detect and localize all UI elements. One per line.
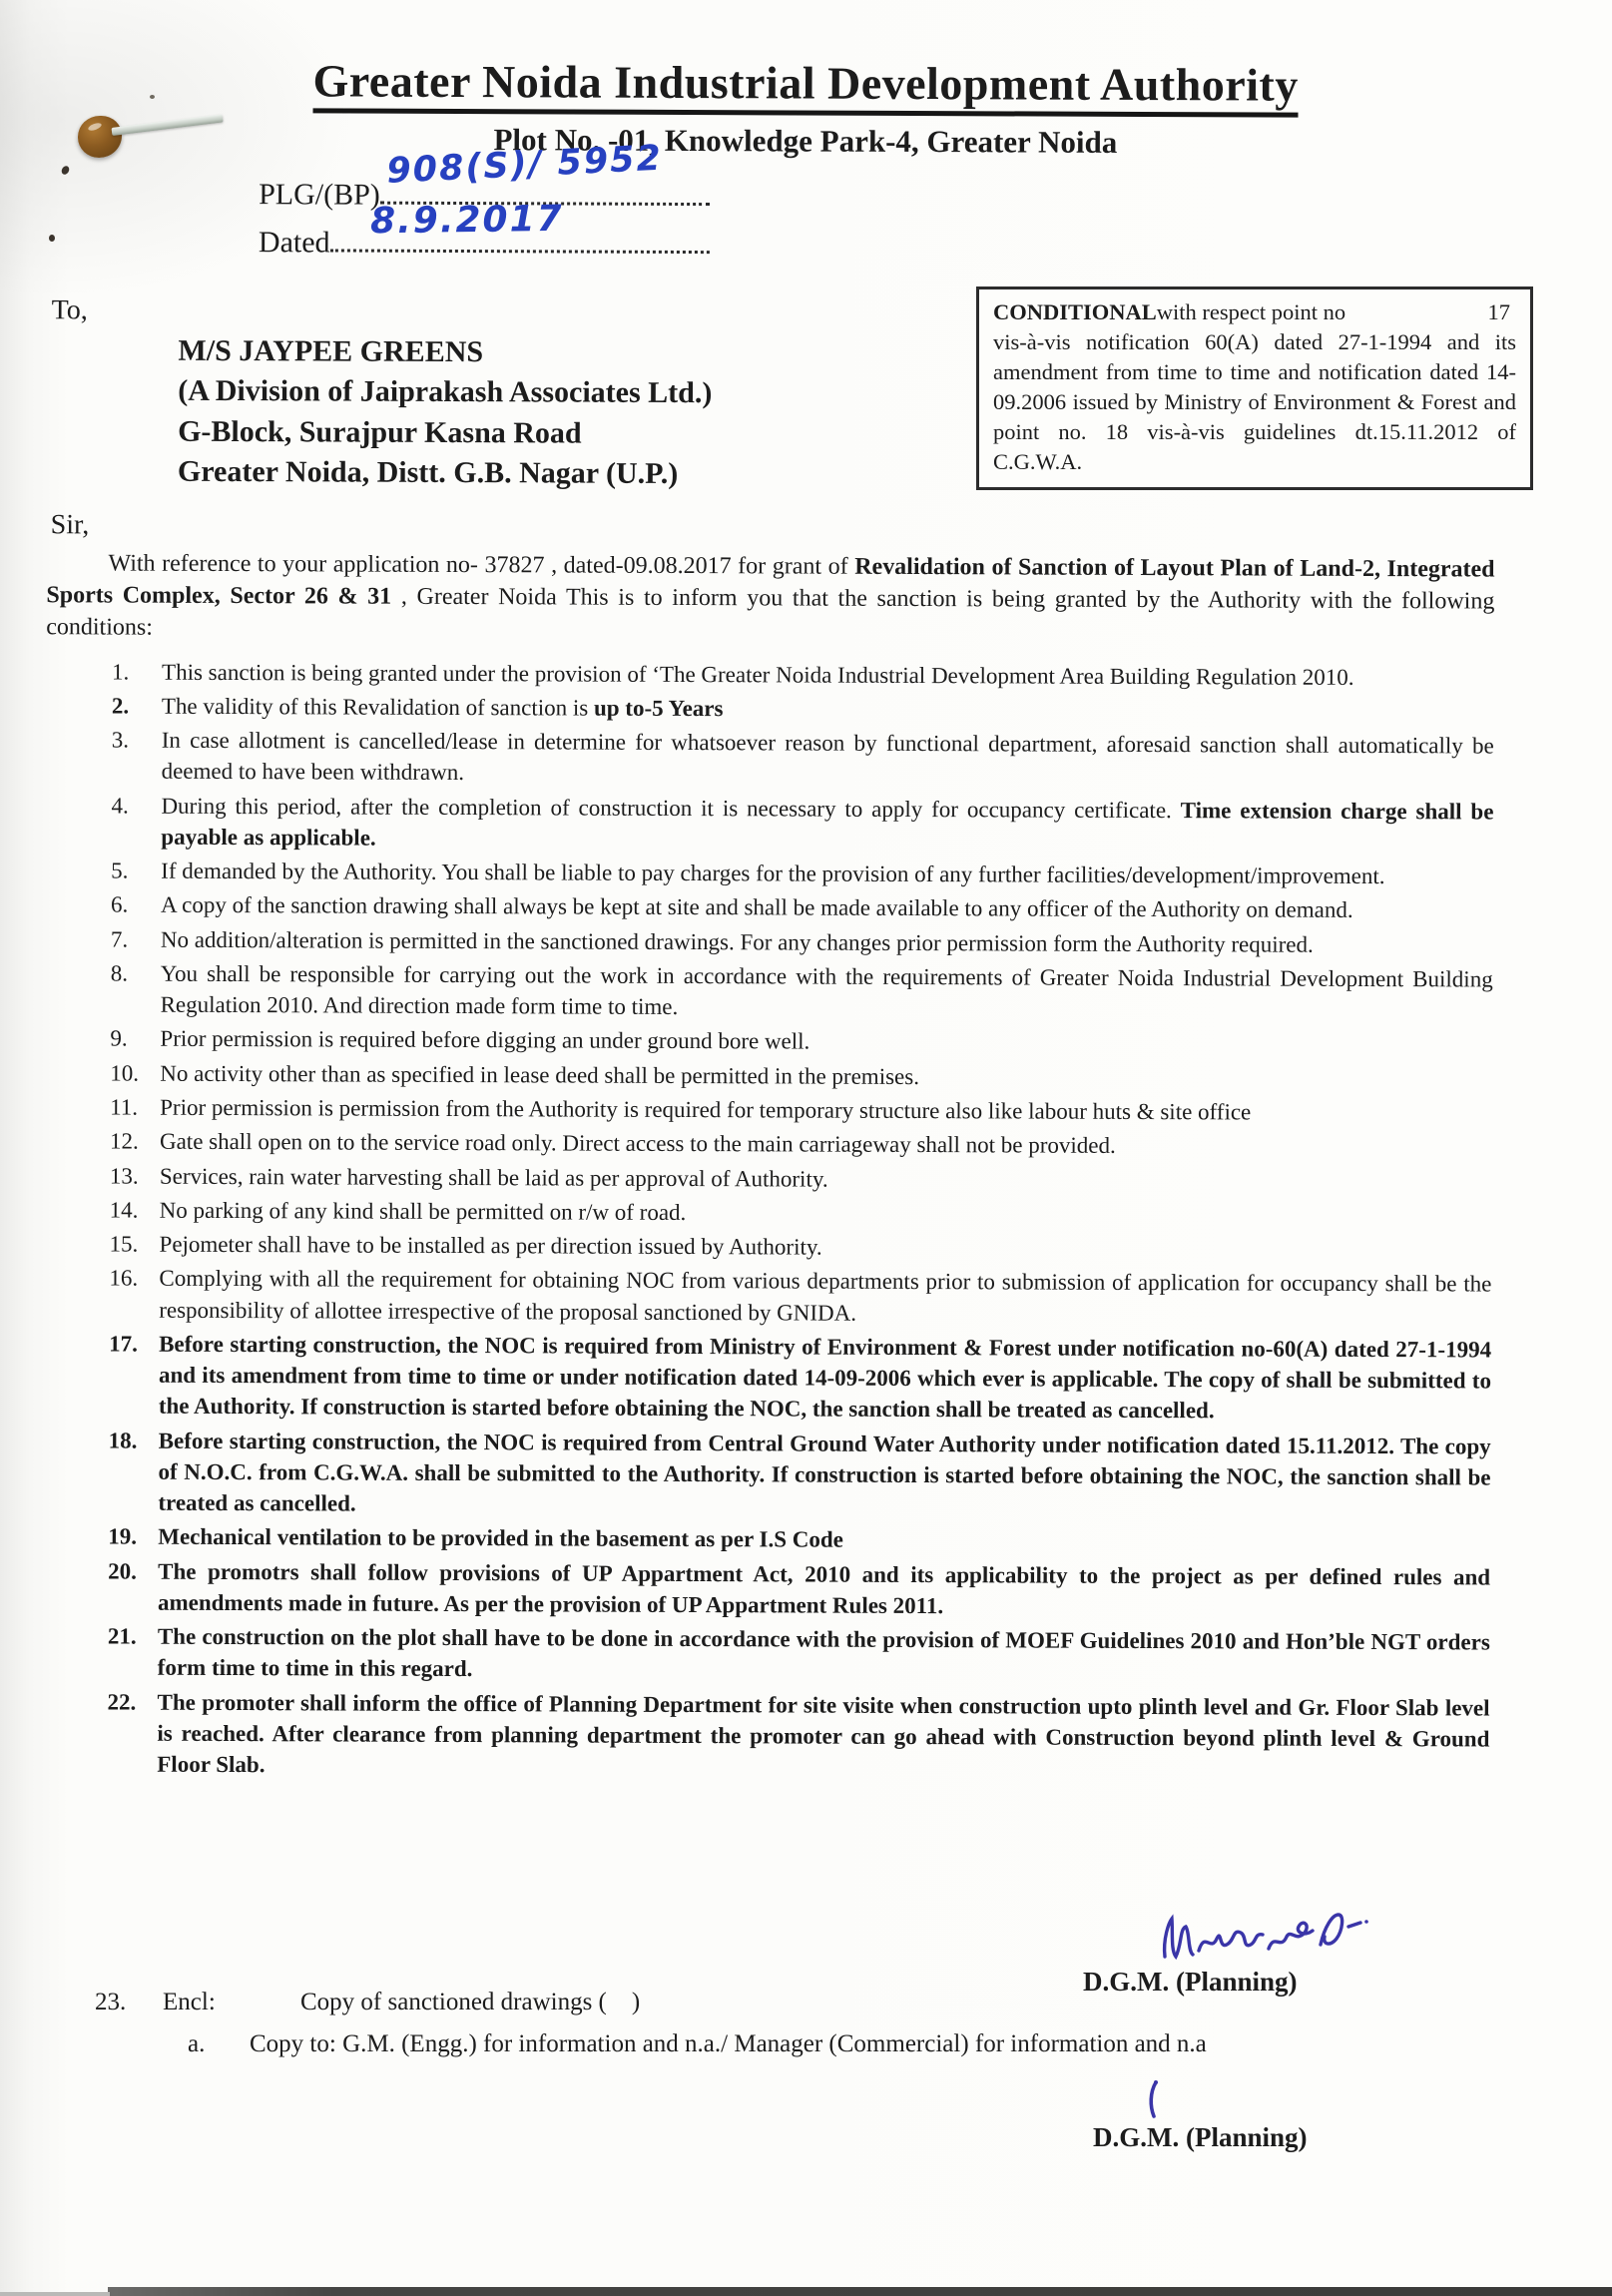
letterhead [114, 57, 1496, 163]
condition-item [109, 1263, 1491, 1332]
condition-text [158, 1521, 1490, 1558]
enclosure-number: 23. [95, 1989, 127, 2015]
condition-item [111, 889, 1493, 926]
to-label: To, [51, 294, 88, 326]
signature-block-2 [1093, 2078, 1308, 2153]
condition-number: 17. [109, 1331, 138, 1357]
condition-number: 16. [109, 1265, 139, 1291]
condition-text [157, 1686, 1489, 1786]
condition-text [160, 1160, 1492, 1197]
condition-text-run: You shall be responsible for carrying out the work in accordance with the requirements of Greater Noida Industrial Development Building Regulation 2010. And direction made form time to time. [160, 960, 1493, 1020]
condition-text-run: Services, rain water harvesting shall be laid as per approval of Authority. [159, 1163, 828, 1192]
copy-to-line [188, 2030, 1207, 2058]
condition-text [159, 1229, 1491, 1266]
condition-text-run: Gate shall open on to the service road only. Direct access to the main carriageway shall not be provided. [159, 1128, 1116, 1159]
recipient-address-line: M/S JAYPEE GREENS [178, 334, 484, 369]
condition-item [111, 790, 1493, 859]
condition-item [108, 1621, 1490, 1690]
signatory-title-1: D.G.M. (Planning) [1083, 1967, 1298, 1997]
condition-text-run: Prior permission is permission from the Authority is required for temporary structure also like labour huts & site office [160, 1094, 1252, 1125]
condition-text [161, 790, 1493, 858]
condition-item [108, 1521, 1490, 1558]
condition-number: 6. [110, 891, 129, 917]
condition-item [110, 1160, 1492, 1197]
date-label: Dated [258, 225, 330, 260]
condition-text [158, 1425, 1490, 1524]
condition-text-run: The construction on the plot shall have to be done in accordance with the provision of MOEF Guidelines 2010 and Hon’ble NGT orders form time to time in this regard. [157, 1623, 1490, 1682]
condition-text [158, 1555, 1490, 1623]
enclosure-line [95, 1989, 640, 2016]
conditional-box-body: vis-à-vis notification 60(A) dated 27-1-1994 and its amendment from time to time and notification dated 14-09.2006 issued by Ministry of Environment & Forest and point no. 18 vis-à-vis guidelines dt.15.11.2012 of C.G.W.A. [993, 328, 1516, 474]
condition-item [111, 923, 1493, 960]
condition-number: 11. [110, 1094, 139, 1120]
condition-item [110, 1126, 1492, 1163]
condition-text-run: The promotrs shall follow provisions of UP Appartment Act, 2010 and its applicability to the project as per defined rules and amendments made in future. As per the provision of UP Appartment Rules 2011. [157, 1558, 1491, 1619]
condition-text [162, 725, 1494, 793]
intro-text-run: Revalidation of Sanction of Layout Plan of Land-2, Integrated Sports Complex, Sector 26 & 31 [46, 553, 1495, 610]
condition-item [111, 957, 1493, 1026]
intro-text-run: With reference to your application no- 37827 , dated-09.08.2017 for grant of [108, 550, 855, 580]
scan-edge-shadow [108, 2287, 1612, 2296]
condition-number: 2. [111, 693, 130, 719]
condition-item [111, 856, 1493, 892]
condition-text [160, 1194, 1492, 1231]
condition-text-run: Complying with all the requirement for obtaining NOC from various departments prior to submission of application for occupancy shall be the responsibility of allottee irrespective of the proposal sanctioned by GNIDA. [159, 1266, 1492, 1326]
condition-text-run: During this period, after the completion of construction it is necessary to apply for occupancy certificate. [161, 793, 1181, 823]
date-dotted-line [330, 198, 710, 254]
condition-text-run: Prior permission is required before digging an under ground bore well. [160, 1026, 810, 1054]
condition-number: 10. [110, 1060, 140, 1086]
condition-number: 12. [109, 1128, 139, 1154]
reference-label: PLG/(BP) [259, 178, 380, 212]
condition-text [162, 656, 1494, 693]
condition-number: 8. [110, 960, 129, 986]
condition-text-run: Mechanical ventilation to be provided in the basement as per I.S Code [158, 1524, 843, 1553]
signature-scribble [1153, 1905, 1382, 1967]
condition-item [112, 690, 1494, 727]
condition-item [108, 1555, 1490, 1624]
conditional-stamp-box [976, 287, 1533, 490]
condition-number: 1. [112, 659, 130, 685]
condition-number: 3. [111, 727, 130, 753]
condition-text [158, 1621, 1490, 1689]
condition-text [160, 1092, 1492, 1129]
condition-text-run: Before starting construction, the NOC is required from Central Ground Water Authority under notification dated 15.11.2012. The copy of N.O.C. from C.G.W.A. shall be submitted to the Authority. If construction is started before obtaining the NOC, the sanction shall be treated as cancelled. [158, 1428, 1491, 1516]
scan-edge-light [0, 2292, 110, 2296]
condition-number: 9. [110, 1025, 128, 1052]
condition-number: 18. [108, 1428, 138, 1453]
condition-text [159, 1263, 1491, 1331]
condition-item [112, 725, 1494, 794]
conditional-text-before-number: with respect point no [1156, 299, 1346, 324]
condition-text [162, 690, 1494, 727]
intro-text-run: , Greater Noida This is to inform you that the sanction is being granted by the Authority with the following conditions: [46, 583, 1495, 642]
conditions-list [107, 656, 1494, 1786]
salutation: Sir, [50, 509, 90, 541]
date-handwritten: 8.9.2017 [369, 198, 564, 243]
conditional-point-number: 17 [1487, 299, 1510, 324]
condition-number: 7. [110, 926, 129, 952]
condition-text-run: This sanction is being granted under the provision of ‘The Greater Noida Industrial Development Area Building Regulation 2010. [162, 659, 1354, 690]
condition-item [107, 1686, 1489, 1786]
condition-text-run: up to-5 Years [593, 695, 724, 721]
conditional-box-line1 [993, 297, 1516, 327]
condition-text [159, 1329, 1491, 1429]
condition-number: 21. [107, 1623, 137, 1649]
condition-item [110, 1194, 1492, 1231]
authority-title: Greater Noida Industrial Development Authority [312, 57, 1299, 118]
copy-to-letter: a. [188, 2030, 206, 2057]
condition-number: 5. [111, 858, 129, 883]
reference-number-handwritten: 908(S)/ 5952 [385, 138, 664, 193]
condition-item [112, 656, 1494, 693]
condition-text-run: The promoter shall inform the office of Planning Department for site visite when construction upto plinth level and Gr. Floor Slab level is reached. After clearance from planning department the promoter can go ahead with Construction beyond plinth level & Ground Floor Slab. [157, 1689, 1490, 1778]
condition-text-run: In case allotment is cancelled/lease in determine for whatsoever reason by functional department, aforesaid sanction shall automatically be deemed to have been withdrawn. [161, 727, 1494, 786]
condition-item [110, 1091, 1492, 1128]
condition-number: 4. [111, 793, 129, 819]
condition-item [108, 1425, 1490, 1524]
recipient-address-line: G-Block, Surajpur Kasna Road [178, 414, 582, 450]
condition-item [110, 1023, 1492, 1060]
condition-number: 15. [109, 1231, 139, 1257]
condition-number: 22. [107, 1689, 137, 1715]
condition-item [109, 1328, 1491, 1428]
condition-number: 13. [109, 1162, 139, 1189]
copy-to-text: Copy to: G.M. (Engg.) for information and n.a./ Manager (Commercial) for information and n.a [250, 2030, 1207, 2057]
recipient-address-line: (A Division of Jaiprakash Associates Ltd.) [178, 374, 713, 410]
condition-text [160, 1023, 1492, 1060]
condition-text-run: No parking of any kind shall be permitted on r/w of road. [159, 1197, 687, 1225]
condition-text-run: The validity of this Revalidation of sanction is [161, 693, 595, 721]
recipient-address-line: Greater Noida, Distt. G.B. Nagar (U.P.) [177, 454, 679, 490]
condition-text [160, 1057, 1492, 1094]
condition-text [161, 889, 1493, 926]
condition-text-run: Time extension charge shall be payable as applicable. [161, 797, 1494, 851]
condition-text-run: Pejometer shall have to be installed as per direction issued by Authority. [159, 1231, 822, 1260]
condition-text-run: Before starting construction, the NOC is required from Ministry of Environment & Forest under notification no-60(A) dated 27-1-1994 and its amendment from time to time or under notification dated 14-09-2006 which ever is applicable. The copy of shall be submitted to the Authority. If construction is started before obtaining the NOC, the sanction shall be treated as cancelled. [158, 1331, 1492, 1424]
condition-item [109, 1229, 1491, 1266]
authority-address: Plot No. -01, Knowledge Park-4, Greater Noida [493, 122, 1118, 161]
condition-text [161, 856, 1493, 892]
condition-text-run: No activity other than as specified in lease deed shall be permitted in the premises. [160, 1060, 920, 1089]
condition-text [161, 958, 1493, 1026]
conditional-keyword: CONDITIONAL [993, 299, 1157, 324]
condition-text-run: If demanded by the Authority. You shall be liable to pay charges for the provision of any further facilities/development/improvement. [161, 858, 1385, 889]
condition-number: 20. [108, 1558, 137, 1584]
condition-number: 14. [109, 1197, 139, 1223]
enclosure-label: Encl: [163, 1989, 216, 2015]
signature-tick-mark [1138, 2078, 1168, 2120]
enclosure-text: Copy of sanctioned drawings ( ) [300, 1989, 641, 2015]
condition-text-run: No addition/alteration is permitted in the sanctioned drawings. For any changes prior permission form the Authority required. [160, 926, 1314, 957]
condition-number: 19. [108, 1523, 138, 1550]
condition-text-run: A copy of the sanction drawing shall always be kept at site and shall be made available to any officer of the Authority on demand. [160, 892, 1353, 923]
intro-paragraph [46, 547, 1494, 650]
condition-item [110, 1057, 1492, 1094]
condition-text [160, 1126, 1492, 1163]
signature-block-1 [1083, 1905, 1343, 1998]
condition-text [161, 923, 1493, 960]
date-line [258, 198, 1496, 272]
signatory-title-2: D.G.M. (Planning) [1093, 2122, 1308, 2152]
